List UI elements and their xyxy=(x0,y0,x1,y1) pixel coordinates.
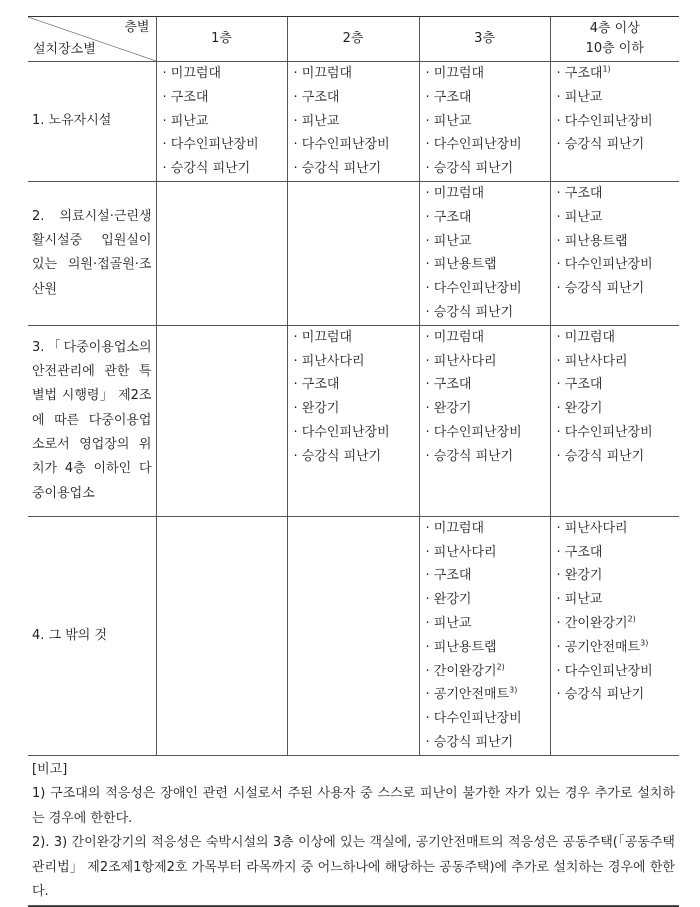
table-row-nursing xyxy=(28,62,679,182)
equipment-item: · 승강식 피난기 xyxy=(425,161,514,177)
equipment-item: · 피난교 xyxy=(556,209,603,225)
equipment-item: · 승강식 피난기 xyxy=(293,161,382,177)
row-category: 3.「다중이용업소의 안전관리에 관한 특별법 시행령」 제2조에 따른 다중이용업소로서 영업장의 위치가 4층 이하인 다중이용업소 xyxy=(28,325,156,516)
equipment-item: · 승강식 피난기 xyxy=(293,448,382,464)
equipment-item: · 피난사다리 xyxy=(556,353,628,369)
evacuation-equipment-table xyxy=(28,16,679,907)
equipment-item: · 피난사다리 xyxy=(425,544,497,560)
equipment-item: · 미끄럼대 xyxy=(425,185,484,201)
cell-floor-3 xyxy=(419,516,550,755)
equipment-item: · 승강식 피난기 xyxy=(425,734,514,750)
equipment-item: · 피난용트랩 xyxy=(425,257,497,273)
row-category: 1. 노유자시설 xyxy=(28,62,156,182)
equipment-item: · 다수인피난장비 xyxy=(425,711,522,727)
equipment-item: · 승강식 피난기 xyxy=(425,448,514,464)
equipment-item: · 완강기 xyxy=(293,401,340,417)
header-floor-4-line2: 10층 이하 xyxy=(585,41,644,56)
table-row-medical xyxy=(28,181,679,325)
cell-floor-1 xyxy=(156,516,287,755)
equipment-item: · 승강식 피난기 xyxy=(556,687,645,703)
equipment-item: · 다수인피난장비 xyxy=(556,113,653,129)
row-category: 4. 그 밖의 것 xyxy=(28,516,156,755)
equipment-item: · 완강기 xyxy=(425,592,472,608)
equipment-item: · 구조대$^{1)}$ xyxy=(556,64,611,81)
equipment-item: · 간이완강기$^{2)}$ xyxy=(425,662,505,679)
header-row xyxy=(28,17,679,62)
cell-floor-4-10 xyxy=(550,325,679,516)
header-floor-4-10 xyxy=(550,17,679,62)
equipment-item: · 피난교 xyxy=(162,113,209,129)
footnote-marker: 2) xyxy=(496,662,505,672)
header-floor-4-line1: 4층 이상 xyxy=(589,21,640,36)
remark-1: 1) 구조대의 적응성은 장애인 관련 시설로서 주된 사용자 중 스스로 피난이 불가한 자가 있는 경우 추가로 설치하는 경우에 한한다. xyxy=(32,786,675,826)
equipment-item: · 구조대 xyxy=(293,377,340,393)
header-floor-3: 3층 xyxy=(419,17,550,62)
equipment-item: · 다수인피난장비 xyxy=(162,137,259,153)
footnote-marker: 1) xyxy=(602,64,611,74)
equipment-item: · 완강기 xyxy=(556,401,603,417)
equipment-item: · 피난교 xyxy=(425,233,472,249)
remark-2-3: 2). 3) 간이완강기의 적응성은 숙박시설의 3층 이상에 있는 객실에, 공기안전매트의 적응성은 공동주택(「공동주택관리법」 제2조제1항제2호 가목부터 라목까지 중 어느하나에 해당하는 공동주택)에 추가로 설치하는 경우에 한한다. xyxy=(32,835,675,900)
equipment-item: · 피난교 xyxy=(293,113,340,129)
cell-floor-2 xyxy=(287,516,419,755)
equipment-item: · 피난교 xyxy=(556,592,603,608)
equipment-item: · 다수인피난장비 xyxy=(556,257,653,273)
equipment-item: · 다수인피난장비 xyxy=(425,137,522,153)
equipment-item: · 미끄럼대 xyxy=(293,66,352,81)
cell-floor-4-10 xyxy=(550,516,679,755)
cell-floor-4-10 xyxy=(550,181,679,325)
equipment-item: · 구조대 xyxy=(293,89,340,105)
equipment-item: · 다수인피난장비 xyxy=(425,281,522,297)
equipment-item: · 미끄럼대 xyxy=(293,329,352,345)
equipment-item: · 다수인피난장비 xyxy=(293,424,390,440)
header-floor-2: 2층 xyxy=(287,17,419,62)
remarks-cell xyxy=(28,755,679,905)
row-category: 2. 의료시설·근린생활시설중 입원실이 있는 의원·접골원·조산원 xyxy=(28,181,156,325)
equipment-item: · 공기안전매트$^{3)}$ xyxy=(556,638,649,655)
equipment-item: · 구조대 xyxy=(556,544,603,560)
remarks-title: [비고] xyxy=(32,761,68,777)
equipment-table xyxy=(28,17,679,906)
table-row-multiuse xyxy=(28,325,679,516)
corner-floor-label: 층별 xyxy=(124,20,150,35)
cell-floor-3 xyxy=(419,325,550,516)
equipment-item: · 피난사다리 xyxy=(293,353,365,369)
equipment-item: · 구조대 xyxy=(425,568,472,584)
cell-floor-3 xyxy=(419,181,550,325)
equipment-item: · 완강기 xyxy=(556,568,603,584)
cell-floor-1 xyxy=(156,62,287,182)
equipment-item: · 구조대 xyxy=(556,185,603,201)
cell-floor-1 xyxy=(156,325,287,516)
equipment-item: · 완강기 xyxy=(425,401,472,417)
equipment-item: · 다수인피난장비 xyxy=(556,424,653,440)
equipment-item: · 간이완강기$^{2)}$ xyxy=(556,614,636,631)
equipment-item: · 구조대 xyxy=(425,377,472,393)
corner-header-cell xyxy=(28,17,156,62)
cell-floor-4-10 xyxy=(550,62,679,182)
equipment-item: · 미끄럼대 xyxy=(556,329,615,345)
equipment-item: · 승강식 피난기 xyxy=(556,281,645,297)
equipment-item: · 승강식 피난기 xyxy=(162,161,251,177)
cell-floor-3 xyxy=(419,62,550,182)
equipment-item: · 구조대 xyxy=(425,209,472,225)
equipment-item: · 구조대 xyxy=(425,89,472,105)
equipment-item: · 피난교 xyxy=(556,89,603,105)
equipment-item: · 피난용트랩 xyxy=(425,639,497,655)
equipment-item: · 피난교 xyxy=(425,113,472,129)
equipment-item: · 다수인피난장비 xyxy=(556,663,653,679)
footnote-marker: 3) xyxy=(509,686,518,696)
equipment-item: · 구조대 xyxy=(162,89,209,105)
equipment-item: · 미끄럼대 xyxy=(425,520,484,536)
cell-floor-1 xyxy=(156,181,287,325)
equipment-item: · 공기안전매트$^{3)}$ xyxy=(425,686,518,703)
equipment-item: · 피난교 xyxy=(425,615,472,631)
corner-location-label: 설치장소별 xyxy=(33,42,96,57)
equipment-item: · 다수인피난장비 xyxy=(293,137,390,153)
cell-floor-2 xyxy=(287,181,419,325)
equipment-item: · 피난용트랩 xyxy=(556,233,628,249)
cell-floor-2 xyxy=(287,325,419,516)
equipment-item: · 승강식 피난기 xyxy=(556,137,645,153)
equipment-item: · 미끄럼대 xyxy=(425,66,484,81)
table-row-others xyxy=(28,516,679,755)
cell-floor-2 xyxy=(287,62,419,182)
header-floor-1: 1층 xyxy=(156,17,287,62)
equipment-item: · 피난사다리 xyxy=(556,520,628,536)
equipment-item: · 승강식 피난기 xyxy=(556,448,645,464)
notes-row xyxy=(28,755,679,905)
equipment-item: · 피난사다리 xyxy=(425,353,497,369)
equipment-item: · 구조대 xyxy=(556,377,603,393)
equipment-item: · 미끄럼대 xyxy=(425,329,484,345)
equipment-item: · 다수인피난장비 xyxy=(425,424,522,440)
footnote-marker: 2) xyxy=(627,614,636,624)
equipment-item: · 미끄럼대 xyxy=(162,66,221,81)
equipment-item: · 승강식 피난기 xyxy=(425,304,514,320)
footnote-marker: 3) xyxy=(640,638,649,648)
